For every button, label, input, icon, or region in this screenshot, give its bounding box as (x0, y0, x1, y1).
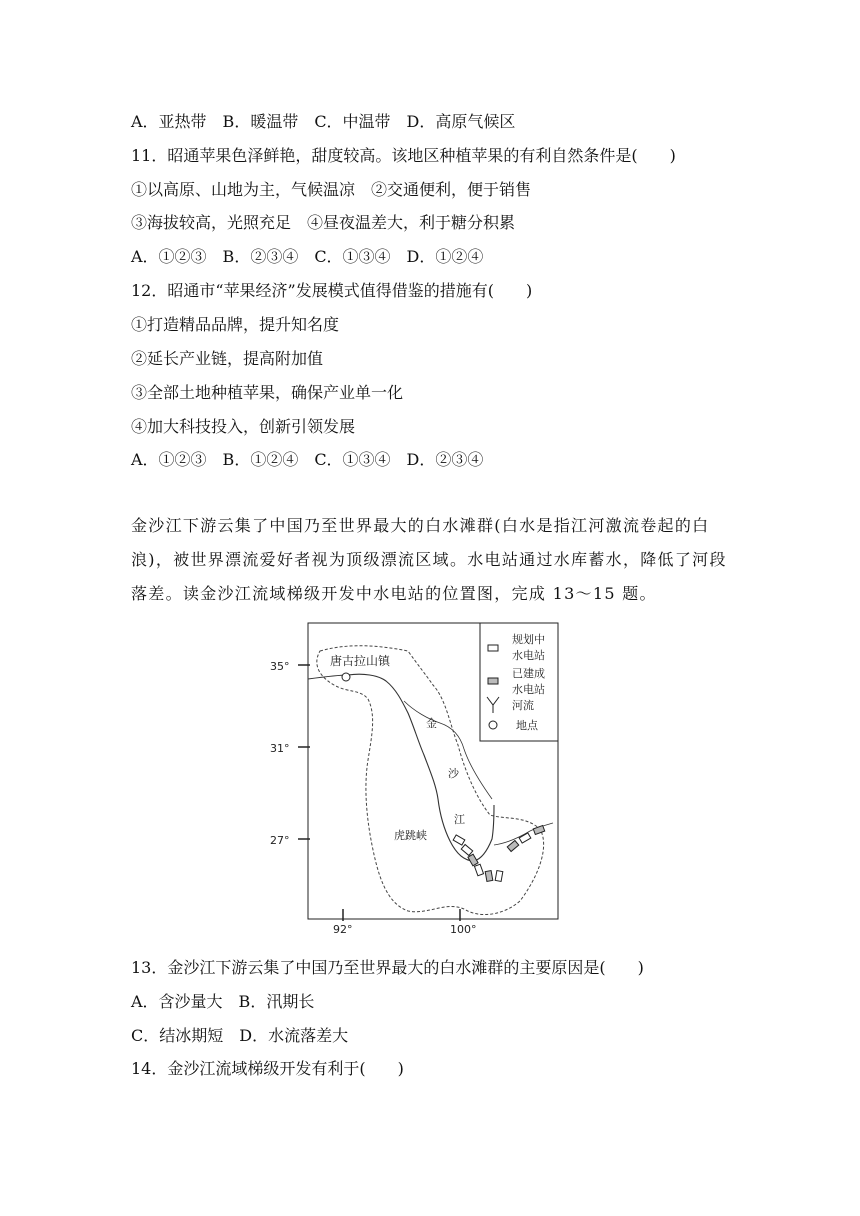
legend-planned-line2: 水电站 (512, 649, 545, 662)
station-built (485, 871, 493, 882)
q12-item-3: ③全部土地种植苹果，确保产业单一化 (131, 383, 404, 402)
station-planned (453, 835, 465, 845)
q13-options-row2: C．结冰期短 D．水流落差大 (131, 1026, 349, 1045)
station-planned (461, 844, 473, 855)
lat-label-27: 27° (270, 834, 290, 847)
q13-stem: 13．金沙江下游云集了中国乃至世界最大的白水滩群的主要原因是( ) (131, 958, 644, 977)
station-built (533, 825, 544, 834)
q12-item-1: ①打造精品品牌，提升知名度 (131, 315, 340, 334)
passage-line-3: 落差。读金沙江流域梯级开发中水电站的位置图，完成 13～15 题。 (131, 584, 657, 603)
legend-built-icon (488, 678, 498, 684)
lat-label-35: 35° (270, 660, 290, 673)
q12-options: A．①②③ B．①②④ C．①③④ D．②③④ (131, 450, 484, 469)
station-built (507, 840, 519, 851)
q11-item-1: ①以高原、山地为主，气候温凉 ②交通便利，便于销售 (131, 180, 532, 199)
passage-line-1: 金沙江下游云集了中国乃至世界最大的白水滩群(白水是指江河激流卷起的白 (131, 516, 710, 535)
q13-options-row1: A．含沙量大 B．汛期长 (131, 992, 315, 1011)
q10-options: A．亚热带 B．暖温带 C．中温带 D．高原气候区 (131, 112, 516, 131)
q12-stem: 12．昭通市“苹果经济”发展模式值得借鉴的措施有( ) (131, 281, 533, 300)
jinsha-river-map (268, 615, 568, 935)
q14-stem: 14．金沙江流域梯级开发有利于( ) (131, 1059, 404, 1078)
place-label-hutiaoxia: 虎跳峡 (394, 829, 427, 842)
legend-planned-line1: 规划中 (512, 633, 545, 646)
q11-options: A．①②③ B．②③④ C．①③④ D．①②④ (131, 247, 484, 266)
place-label-tanggula: 唐古拉山镇 (330, 654, 391, 668)
lon-label-100: 100° (450, 923, 477, 935)
river-char-jin: 金 (426, 717, 437, 730)
legend-place-label: 地点 (516, 719, 538, 732)
q11-stem: 11．昭通苹果色泽鲜艳，甜度较高。该地区种植苹果的有利自然条件是( ) (131, 146, 676, 165)
legend-place-icon (489, 721, 497, 729)
passage-line-2: 浪)，被世界漂流爱好者视为顶级漂流区域。水电站通过水库蓄水，降低了河段 (131, 550, 727, 569)
legend-built-line2: 水电站 (512, 683, 545, 696)
legend-planned-icon (488, 645, 498, 651)
river-char-sha: 沙 (448, 767, 459, 780)
legend-river-label: 河流 (512, 699, 534, 712)
station-planned (495, 871, 503, 882)
lon-label-92: 92° (333, 923, 353, 935)
place-marker-tanggula (342, 673, 350, 681)
station-built (468, 854, 478, 866)
river-char-jiang: 江 (454, 813, 465, 826)
lat-label-31: 31° (270, 742, 290, 755)
station-planned (519, 833, 531, 843)
station-planned (474, 864, 483, 875)
q11-item-2: ③海拔较高，光照充足 ④昼夜温差大，利于糖分积累 (131, 213, 516, 232)
q12-item-4: ④加大科技投入，创新引领发展 (131, 417, 356, 436)
legend-built-line1: 已建成 (512, 667, 545, 680)
hydropower-stations (453, 825, 545, 881)
reading-passage (131, 509, 743, 611)
q12-item-2: ②延长产业链，提高附加值 (131, 349, 324, 368)
